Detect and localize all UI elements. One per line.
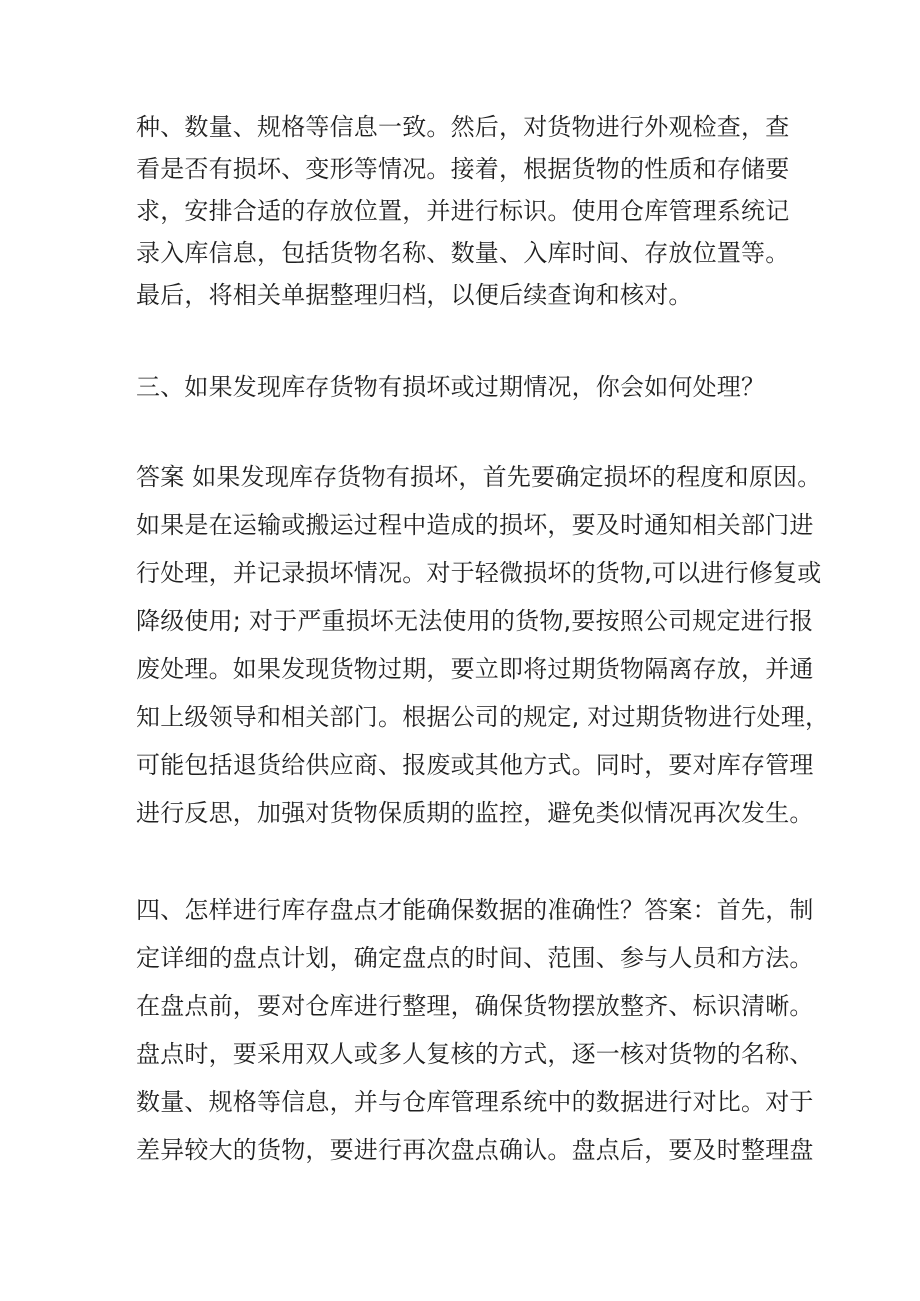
answer-3-line-8: 进行反思，加强对货物保质期的监控，避免类似情况再次发生。 xyxy=(136,799,814,827)
section-4-line-1: 四、怎样进行库存盘点才能确保数据的准确性？答案：首先，制 xyxy=(136,896,814,924)
answer-3-line-6: 知上级领导和相关部门。根据公司的规定, 对过期货物进行处理， xyxy=(136,703,830,731)
question-3-heading: 三、如果发现库存货物有损坏或过期情况，你会如何处理？ xyxy=(136,373,766,401)
answer-3-line-3: 行处理，并记录损坏情况。对于轻微损坏的货物,可以进行修复或 xyxy=(136,559,822,587)
paragraph-1-line-1: 种、数量、规格等信息一致。然后，对货物进行外观检查，查 xyxy=(136,113,790,141)
paragraph-1-line-3: 求，安排合适的存放位置，并进行标识。使用仓库管理系统记 xyxy=(136,197,790,225)
section-4-line-4: 盘点时，要采用双人或多人复核的方式，逐一核对货物的名称、 xyxy=(136,1040,814,1068)
paragraph-1-line-5: 最后，将相关单据整理归档，以便后续查询和核对。 xyxy=(136,281,693,309)
section-4-line-6: 差异较大的货物，要进行再次盘点确认。盘点后，要及时整理盘 xyxy=(136,1136,814,1164)
paragraph-1-line-4: 录入库信息，包括货物名称、数量、入库时间、存放位置等。 xyxy=(136,239,790,267)
section-4-line-5: 数量、规格等信息，并与仓库管理系统中的数据进行对比。对于 xyxy=(136,1088,814,1116)
answer-3-line-7: 可能包括退货给供应商、报废或其他方式。同时，要对库存管理 xyxy=(136,751,814,779)
section-4-line-2: 定详细的盘点计划，确定盘点的时间、范围、参与人员和方法。 xyxy=(136,944,814,972)
answer-3-line-1: 答案 如果发现库存货物有损坏，首先要确定损坏的程度和原因。 xyxy=(136,463,822,491)
paragraph-1-line-2: 看是否有损坏、变形等情况。接着，根据货物的性质和存储要 xyxy=(136,155,790,183)
answer-3-line-2: 如果是在运输或搬运过程中造成的损坏，要及时通知相关部门进 xyxy=(136,511,814,539)
answer-3-line-4: 降级使用; 对于严重损坏无法使用的货物,要按照公司规定进行报 xyxy=(136,607,814,635)
section-4-line-3: 在盘点前，要对仓库进行整理，确保货物摆放整齐、标识清晰。 xyxy=(136,992,814,1020)
answer-3-line-5: 废处理。如果发现货物过期，要立即将过期货物隔离存放，并通 xyxy=(136,655,814,683)
